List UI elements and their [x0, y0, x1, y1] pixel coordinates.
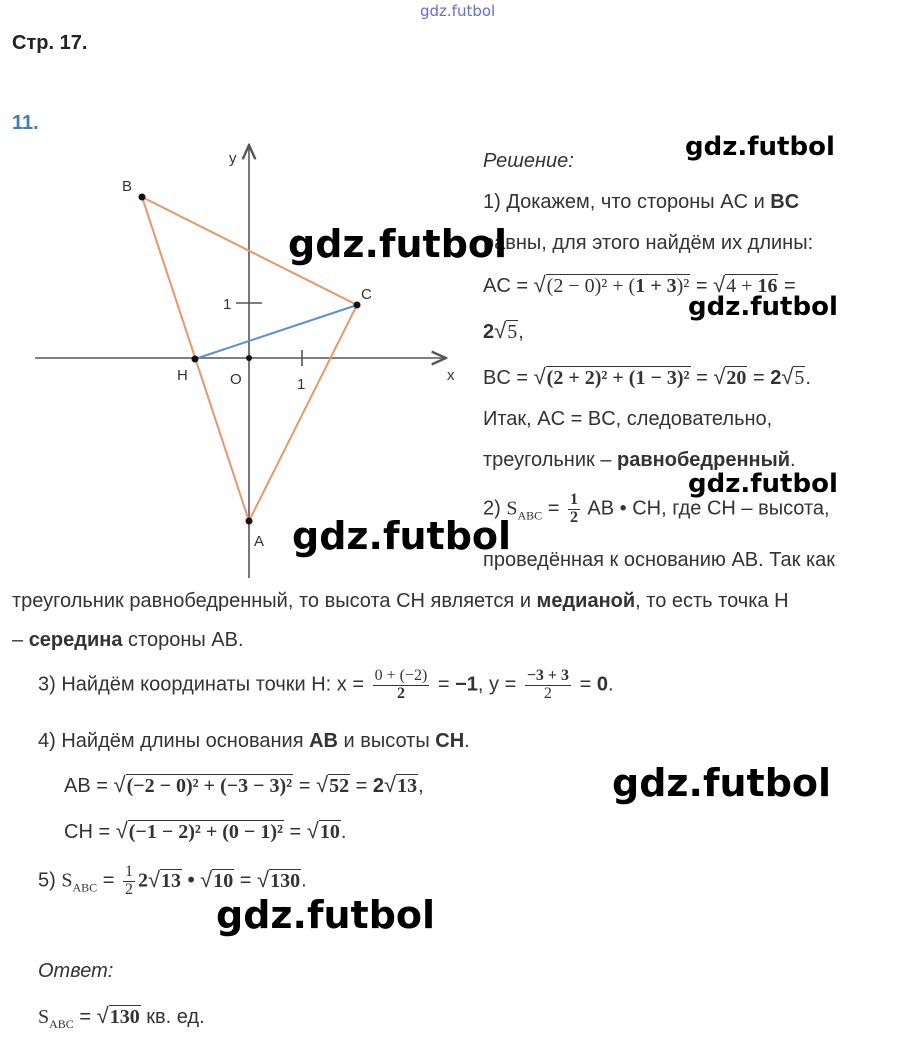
- step1-bc: BC: [770, 191, 800, 213]
- step1-line1: [483, 191, 799, 214]
- ac-eq2: =: [784, 275, 796, 297]
- step1-text: 1) Докажем, что стороны AC и: [483, 191, 771, 213]
- ac-sqrt: √(2 − 0)² + (1 + 3)²: [533, 272, 690, 297]
- ac-lhs: AC =: [483, 275, 529, 297]
- step4-line: 4) Найдём длины основания AB и высоты CH.: [38, 730, 470, 752]
- step2-line4: – середина стороны AB.: [12, 629, 244, 651]
- label-o: O: [230, 371, 242, 388]
- solution-heading: Решение:: [483, 150, 574, 172]
- top-watermark: gdz.futbol: [420, 2, 496, 20]
- step3-line: 3) Найдём координаты точки H: x = $\frac{0 + (-2)}{2}$ = −1, y = $\frac{-3 + 3}{2}$ = 0.: [38, 667, 614, 702]
- ac-result: 2√5,: [483, 318, 524, 343]
- ac-eq: =: [695, 275, 708, 297]
- label-c: C: [361, 286, 372, 303]
- answer-line: $S_{ABC} = √130$ кв. ед.: [38, 1003, 205, 1031]
- tick-label-y: 1: [223, 296, 232, 313]
- step2-line3: треугольник равнобедренный, то высота CH является и медианой, то есть точка H: [12, 590, 789, 612]
- watermark: gdz.futbol: [685, 132, 835, 162]
- step2-line1: 2) $S_{ABC}$ = $\frac{1}{2}$ AB • CH, где CH – высота,: [483, 491, 830, 526]
- triangle-line: треугольник – равнобедренный.: [483, 449, 796, 471]
- point-a: [246, 518, 253, 525]
- ac-sqrt2: √4 + 16: [713, 272, 778, 297]
- label-x: x: [447, 367, 455, 384]
- page-label: Стр. 17.: [12, 32, 88, 54]
- coordinate-graph: [0, 0, 480, 590]
- task-number: 11.: [12, 112, 39, 134]
- point-b: [139, 194, 146, 201]
- median-ch: [195, 305, 357, 359]
- watermark: gdz.futbol: [216, 893, 436, 937]
- point-o: [246, 355, 252, 361]
- step2-line2: проведённая к основанию AB. Так как: [483, 549, 836, 571]
- step1-line2: равны, для этого найдём их длины:: [483, 232, 814, 254]
- watermark: gdz.futbol: [688, 469, 838, 499]
- bc-formula: BC = √(2 + 2)² + (1 − 3)² = √20 = 2√5.: [483, 364, 811, 389]
- watermark: gdz.futbol: [688, 292, 838, 322]
- label-b: B: [122, 178, 133, 195]
- itak-line: Итак, AC = BC, следовательно,: [483, 408, 773, 430]
- label-y: y: [229, 150, 237, 167]
- point-h: [192, 356, 199, 363]
- half-fraction: $\frac{1}{2}$: [569, 491, 578, 526]
- watermark: gdz.futbol: [292, 514, 512, 558]
- watermark: gdz.futbol: [288, 222, 508, 266]
- tick-label-x: 1: [297, 376, 306, 393]
- watermark: gdz.futbol: [612, 761, 832, 805]
- answer-heading: Ответ:: [38, 960, 114, 982]
- ch-formula: CH = √(−1 − 2)² + (0 − 1)² = √10.: [64, 818, 347, 843]
- label-a: A: [254, 533, 265, 550]
- point-c: [354, 302, 361, 309]
- ab-formula: AB = √(−2 − 0)² + (−3 − 3)² = √52 = 2√13,: [64, 772, 424, 797]
- step5-line: 5) $S_{ABC}$ = $\frac{1}{2}$ 2√13 • √10 = √130.: [38, 863, 307, 898]
- label-h: H: [177, 367, 188, 384]
